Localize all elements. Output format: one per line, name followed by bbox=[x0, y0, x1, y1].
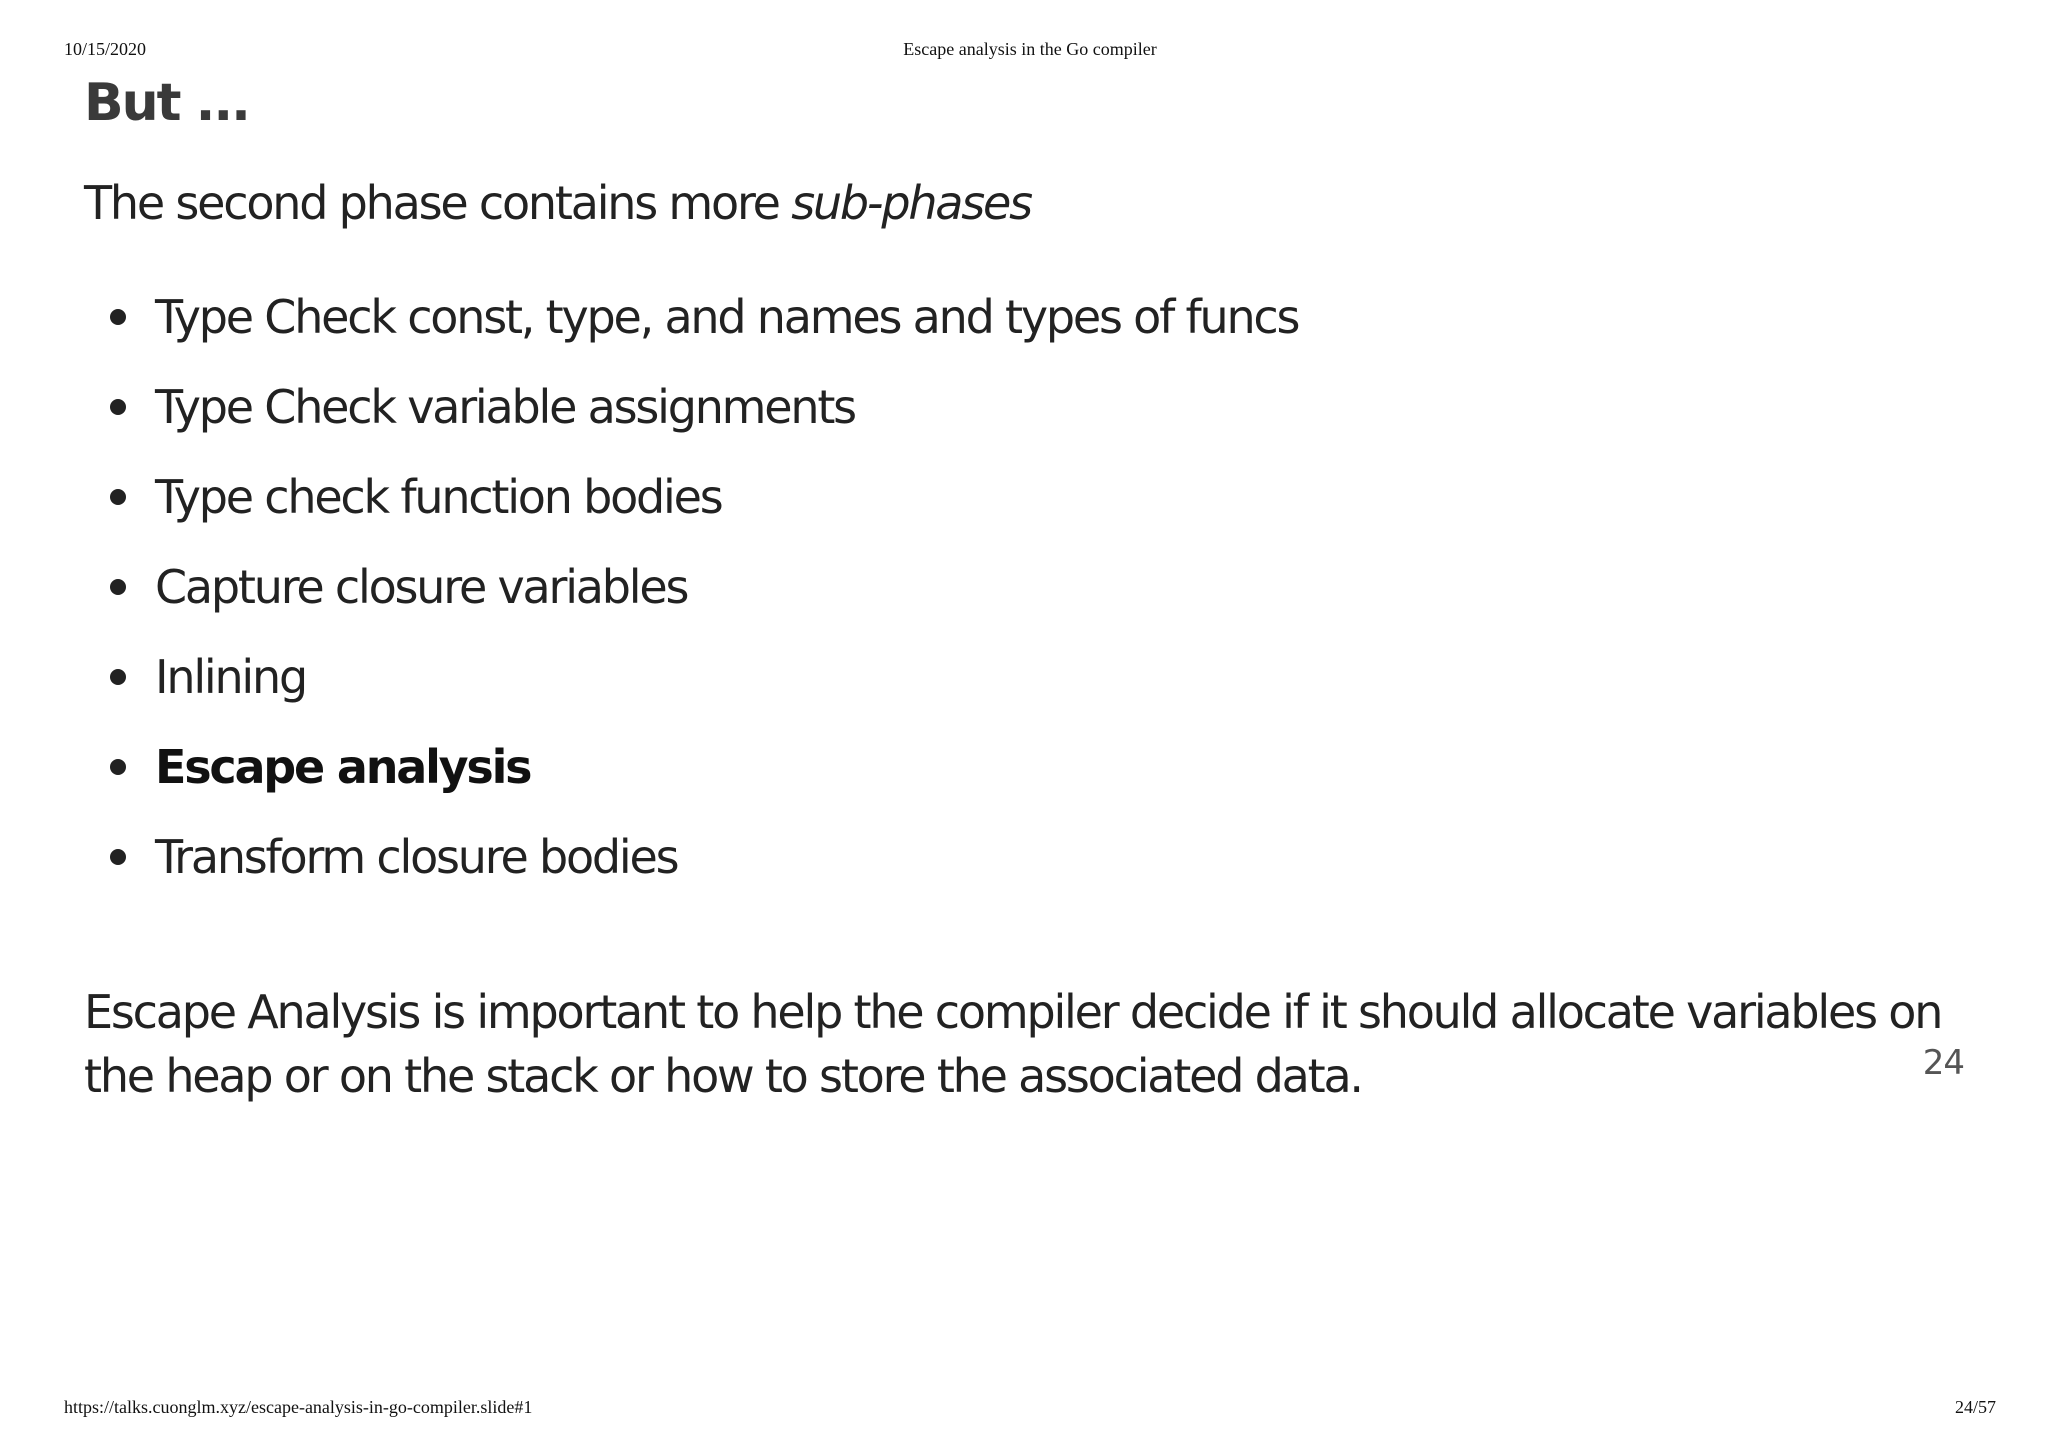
intro-paragraph bbox=[84, 176, 1031, 231]
list-item bbox=[84, 542, 1298, 632]
phase-label: Inlining bbox=[155, 650, 306, 704]
print-page-count: 24/57 bbox=[1954, 1397, 1996, 1417]
print-header bbox=[64, 40, 1996, 60]
bullet-icon bbox=[110, 759, 126, 775]
phase-label: Capture closure variables bbox=[155, 560, 688, 614]
list-item bbox=[84, 452, 1298, 542]
list-item bbox=[84, 632, 1298, 722]
list-item bbox=[84, 362, 1298, 452]
print-footer bbox=[64, 1398, 1996, 1418]
bullet-icon bbox=[110, 309, 126, 325]
slide-title: But ... bbox=[84, 73, 249, 133]
phase-list bbox=[84, 272, 1298, 902]
phase-label: Type Check variable assignments bbox=[155, 380, 855, 434]
list-item bbox=[84, 272, 1298, 362]
slide-page-number: 24 bbox=[1922, 1043, 1964, 1083]
print-title: Escape analysis in the Go compiler bbox=[903, 39, 1157, 59]
phase-label: Type check function bodies bbox=[155, 470, 722, 524]
intro-emphasis: sub-phases bbox=[791, 176, 1031, 230]
slide bbox=[84, 62, 1964, 1103]
phase-label: Transform closure bodies bbox=[155, 830, 678, 884]
bullet-icon bbox=[110, 489, 126, 505]
phase-label: Type Check const, type, and names and types of funcs bbox=[155, 290, 1299, 344]
list-item bbox=[84, 812, 1298, 902]
bullet-icon bbox=[110, 399, 126, 415]
bullet-icon bbox=[110, 579, 126, 595]
list-item bbox=[84, 722, 1298, 812]
print-url: https://talks.cuonglm.xyz/escape-analysis-in-go-compiler.slide#1 bbox=[64, 1397, 533, 1417]
summary-paragraph: Escape Analysis is important to help the compiler decide if it should allocate variables on the heap or on the stack or how to store the associated data. bbox=[84, 985, 1942, 1103]
intro-text: The second phase contains more bbox=[84, 176, 792, 230]
bullet-icon bbox=[110, 849, 126, 865]
phase-label: Escape analysis bbox=[155, 740, 531, 794]
print-date: 10/15/2020 bbox=[64, 39, 147, 59]
bullet-icon bbox=[110, 669, 126, 685]
